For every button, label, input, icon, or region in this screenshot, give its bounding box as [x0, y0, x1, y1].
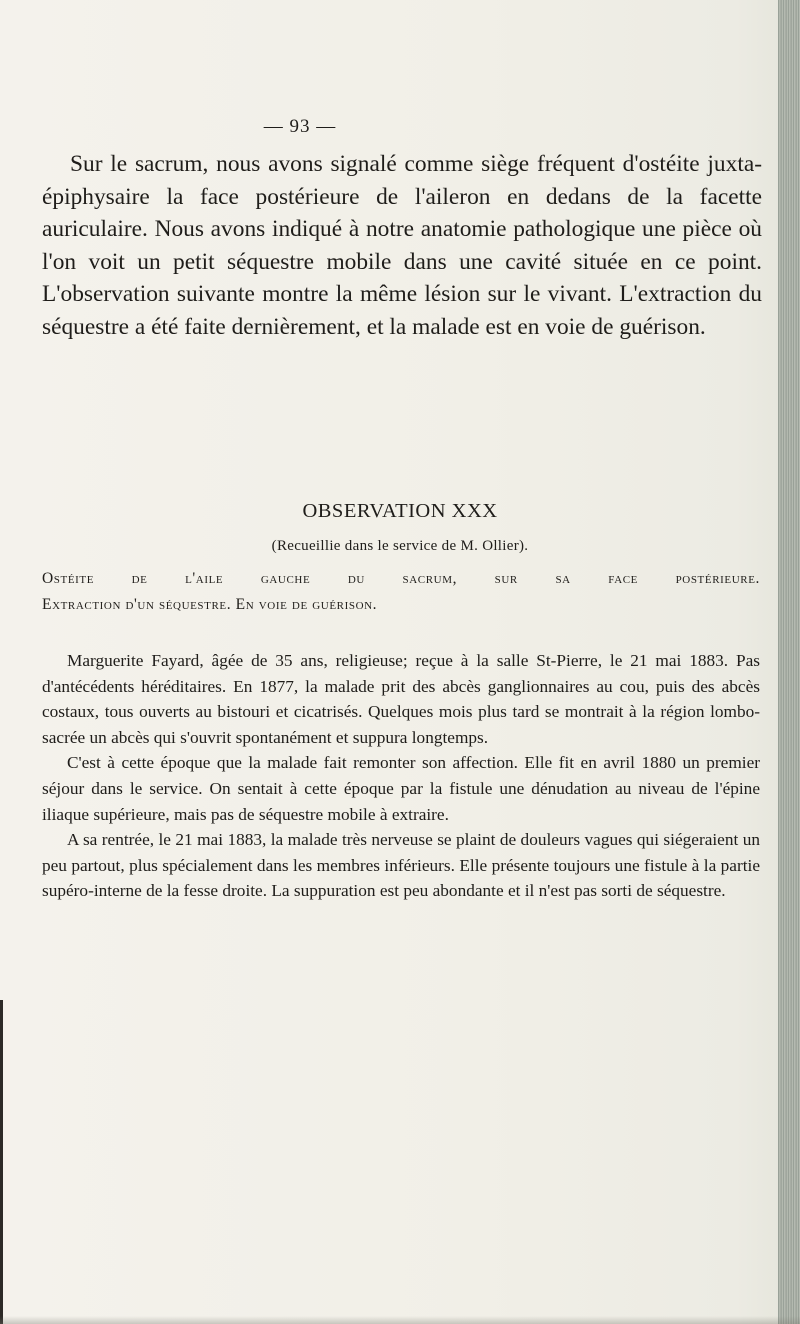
page-number: — 93 —	[263, 116, 337, 137]
body-paragraph: Marguerite Fayard, âgée de 35 ans, religieuse; reçue à la salle St-Pierre, le 21 mai 1883. Pas d'antécédents héréditaires. En 1877, la malade prit des abcès ganglionnaires au cou, puis des abcès costaux, tous ouverts au bistouri et cicatrisés. Quelques mois plus tard se montrait à la région lombo-sacrée un abcès qui s'ouvrit spontanément et suppura longtemps.	[42, 651, 760, 747]
body-paragraph: A sa rentrée, le 21 mai 1883, la malade très nerveuse se plaint de douleurs vagues qui siégeraient un peu partout, plus spécialement dans les membres inférieurs. Elle présente toujours une fistule à la partie supéro-interne de la fesse droite. La suppuration est peu abondante et il n'est pas sorti de séquestre.	[42, 830, 760, 901]
intro-paragraph: Sur le sacrum, nous avons signalé comme siège fréquent d'ostéite juxta-épiphysaire la face postérieure de l'aileron en dedans de la facette auriculaire. Nous avons indiqué à notre anatomie pathologique une pièce où l'on voit un petit séquestre mobile dans une cavité située en ce point. L'observation suivante montre la même lésion sur le vivant. L'extraction du séquestre a été faite dernièrement, et la malade est en voie de guérison.	[42, 151, 762, 340]
observation-heading-line1: Ostéite de l'aile gauche du sacrum, sur sa face postérieure.	[42, 570, 760, 587]
observation-title: OBSERVATION XXX	[302, 500, 498, 522]
observation-body	[42, 648, 760, 904]
scan-edge-left	[0, 1000, 3, 1324]
observation-heading	[42, 566, 760, 618]
scan-bottom-shadow	[0, 1316, 800, 1324]
observation-heading-line2: Extraction d'un séquestre. En voie de guérison.	[42, 596, 378, 613]
scan-edge-right	[778, 0, 800, 1324]
intro-section	[42, 148, 762, 344]
body-paragraph: C'est à cette époque que la malade fait remonter son affection. Elle fit en avril 1880 un premier séjour dans le service. On sentait à cette époque par la fistule une dénudation au niveau de l'épine iliaque supérieure, mais pas de séquestre mobile à extraire.	[42, 753, 760, 824]
observation-subtitle: (Recueillie dans le service de M. Ollier).	[271, 538, 529, 554]
